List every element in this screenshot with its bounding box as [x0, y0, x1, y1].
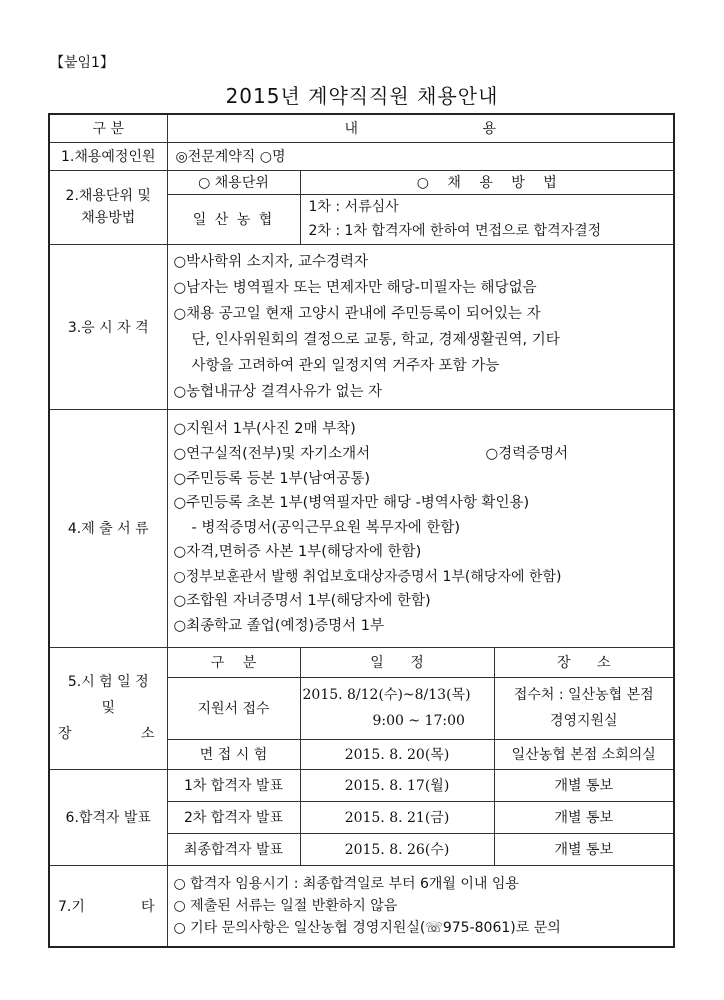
section5-label-line1: 5.시 험 일 정: [67, 674, 149, 690]
section2-method-header: ○ 채 용 방 법: [300, 170, 674, 194]
list-item: ○ 제출된 서류는 일절 반환하지 않음: [173, 897, 398, 914]
schedule-category: 지원서 접수: [167, 677, 300, 739]
list-item: ○지원서 1부(사진 2매 부착): [173, 421, 356, 438]
list-item: ○박사학위 소지자, 교수경력자: [173, 253, 369, 270]
list-item: ○조합원 자녀증명서 1부(해당자에 한함): [173, 593, 431, 610]
section2-header-row: [49, 170, 674, 194]
list-item: 단, 인사위원회의 결정으로 교통, 학교, 경제생활권역, 기타: [191, 331, 560, 348]
section2-method: [300, 194, 674, 244]
list-item: ○남자는 병역필자 또는 면제자만 해당-미필자는 해당없음: [173, 279, 537, 296]
announcement-category: 최종합격자 발표: [167, 833, 300, 865]
schedule-place-line2: 경영지원실: [549, 713, 618, 729]
research-item: ○연구실적(전부)및 자기소개서: [173, 445, 371, 462]
table-row: [49, 769, 674, 801]
section5-header-row: [49, 647, 674, 677]
table-header-row: [49, 114, 674, 142]
recruitment-table: [48, 113, 675, 948]
list-item: ○ 합격자 임용시기 : 최종합격일로 부터 6개월 이내 임용: [173, 875, 519, 892]
interview-category: 면 접 시 험: [167, 739, 300, 769]
section7-label-a: 7.기: [58, 898, 85, 915]
section5-label-line3: [50, 721, 167, 747]
list-item: ○최종학교 졸업(예정)증명서 1부: [173, 618, 384, 635]
announcement-date: 2015. 8. 26(수): [300, 833, 494, 865]
section4-row: [49, 409, 674, 647]
announcement-category: 1차 합격자 발표: [167, 769, 300, 801]
section7-row: [49, 865, 674, 947]
section7-label-b: 타: [140, 898, 155, 915]
list-item: ○정부보훈관서 발행 취업보호대상자증명서 1부(해당자에 한함): [173, 568, 562, 585]
schedule-place-line1: 접수처 : 일산농협 본점: [513, 687, 654, 703]
section2-label-line1: 2.채용단위 및: [65, 188, 151, 204]
section5-label: [49, 647, 167, 769]
section7-label: [49, 865, 167, 947]
attachment-label: 【붙임1】: [50, 55, 114, 71]
announcement-category: 2차 합격자 발표: [167, 801, 300, 833]
section1-label: 1.채용예정인원: [49, 142, 167, 170]
list-item: ○주민등록 등본 1부(남여공통): [173, 470, 370, 487]
section3-label: 3.응 시 자 격: [49, 244, 167, 409]
section5-label-line3b: 소: [140, 726, 155, 742]
section3-row: [49, 244, 674, 409]
section5-col-category: 구 분: [167, 647, 300, 677]
section2-step1: 1차 : 서류심사: [308, 199, 399, 215]
schedule-place: [494, 677, 674, 739]
section5-label-line2: 및: [101, 700, 116, 716]
section5-col-place: 장 소: [494, 647, 674, 677]
section2-unit: 일 산 농 협: [167, 194, 300, 244]
career-certificate-item: ○경력증명서: [485, 445, 569, 462]
announcement-method: 개별 통보: [494, 833, 674, 865]
section7-label-inner: [50, 896, 167, 916]
list-item: - 병적증명서(공익근무요원 복무자에 한함): [191, 519, 460, 536]
section2-label: [49, 170, 167, 244]
schedule-dates: [300, 677, 494, 739]
list-item: ○자격,면허증 사본 1부(해당자에 한함): [173, 544, 422, 561]
section3-list: [167, 244, 674, 409]
section6-label: 6.합격자 발표: [49, 769, 167, 865]
announcement-date: 2015. 8. 21(금): [300, 801, 494, 833]
page-title: 2015년 계약직직원 채용안내: [225, 84, 499, 108]
list-item: ○농협내규상 결격사유가 없는 자: [173, 383, 383, 400]
section5-label-line3a: 장: [58, 726, 72, 742]
announcement-date: 2015. 8. 17(월): [300, 769, 494, 801]
schedule-date-range: 2015. 8/12(수)~8/13(목): [302, 687, 471, 703]
section1-row: [49, 142, 674, 170]
section2-step2: 2차 : 1차 합격자에 한하여 면접으로 합격자결정: [308, 223, 602, 239]
list-item: [174, 442, 670, 467]
section2-label-line2: 채용방법: [81, 210, 136, 226]
section2-unit-header: ○ 채용단위: [167, 170, 300, 194]
header-category: 구 분: [49, 114, 167, 142]
section7-list: [167, 865, 674, 947]
section4-list: [167, 409, 674, 647]
interview-place: 일산농협 본점 소회의실: [494, 739, 674, 769]
list-item: 사항을 고려하여 관외 일정지역 거주자 포함 가능: [191, 357, 500, 374]
section1-value: ◎전문계약직 ○명: [167, 142, 674, 170]
header-content: 내 용: [167, 114, 674, 142]
section4-label: 4.제 출 서 류: [49, 409, 167, 647]
announcement-method: 개별 통보: [494, 801, 674, 833]
list-item: ○채용 공고일 현재 고양시 관내에 주민등록이 되어있는 자: [173, 305, 541, 322]
list-item: ○ 기타 문의사항은 일산농협 경영지원실(☏975-8061)로 문의: [173, 919, 561, 936]
list-item: ○주민등록 초본 1부(병역필자만 해당 -병역사항 확인용): [173, 495, 530, 512]
interview-date: 2015. 8. 20(목): [300, 739, 494, 769]
announcement-method: 개별 통보: [494, 769, 674, 801]
section5-col-schedule: 일 정: [300, 647, 494, 677]
schedule-time: 9:00 ~ 17:00: [372, 713, 465, 729]
